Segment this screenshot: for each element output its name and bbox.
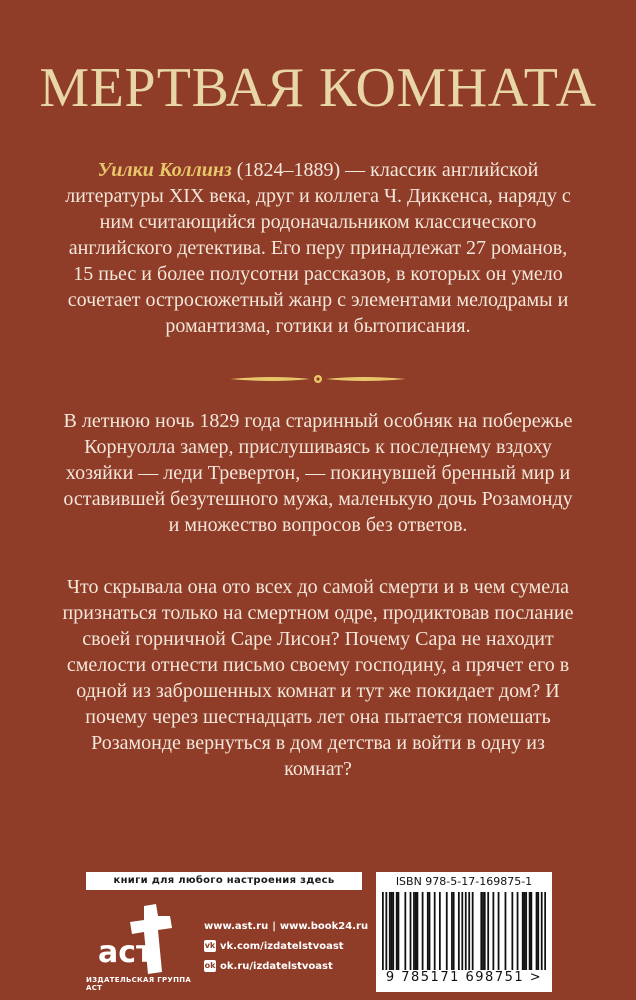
barcode-bar	[529, 892, 531, 970]
barcode-bars	[382, 892, 546, 970]
barcode-bar	[492, 892, 494, 970]
barcode-bar	[480, 892, 482, 970]
barcode-bar	[398, 892, 400, 970]
barcode-bar	[434, 892, 436, 970]
book-title: МЕРТВАЯ КОМНАТА	[39, 57, 597, 119]
barcode-bar	[487, 892, 489, 970]
publisher-links	[204, 916, 384, 976]
site-link-ast[interactable]: www.ast.ru	[204, 920, 269, 932]
barcode-bar	[410, 892, 412, 970]
publisher-footer	[86, 872, 552, 992]
barcode-bar	[413, 892, 415, 970]
barcode-bar	[446, 892, 448, 970]
synopsis-paragraph-1: В летнюю ночь 1829 года старинный особняк на побережье Корнуолла замер, прислушиваясь к последнему вздоху хозяйки — леди Тревертон, — покинувшей бренный мир и оставившей безутешного мужа, маленькую дочь Розамонду и множество вопросов без ответов.	[63, 410, 573, 536]
publisher-name: ИЗДАТЕЛЬСКАЯ ГРУППА АСТ	[86, 976, 192, 992]
barcode-bar	[396, 892, 398, 970]
barcode-bar	[465, 892, 467, 970]
barcode-bar	[541, 892, 543, 970]
vk-icon: vk	[204, 941, 216, 950]
barcode-bar	[453, 892, 455, 970]
barcode-bar	[382, 892, 384, 970]
barcode-bar	[417, 892, 419, 970]
barcode-bar	[385, 892, 387, 970]
barcode-bar	[461, 892, 463, 970]
isbn-number: ISBN 978-5-17-169875-1	[395, 875, 533, 888]
link-separator: |	[272, 920, 276, 932]
isbn-barcode-box	[376, 872, 552, 992]
barcode-bar	[389, 892, 391, 970]
tagline: книги для любого настроения здесь	[86, 872, 362, 890]
barcode-bar	[544, 892, 546, 970]
barcode-bar	[511, 892, 513, 970]
barcode-bar	[537, 892, 539, 970]
ok-icon: ok	[204, 961, 216, 970]
barcode-bar	[429, 892, 431, 970]
barcode-bar	[482, 892, 484, 970]
author-bio: (1824–1889) — классик английской литературы XIX века, друг и коллега Ч. Диккенса, наряду с ним считающийся родоначальником классического английского детектива. Его перу принадлежат 27 романов, 15 пьес и более полусотни рассказов, в которых он умело сочетает остросюжетный жанр с элементами мелодрамы и романтизма, готики и бытописания.	[65, 159, 571, 337]
barcode-bar	[392, 892, 394, 970]
author-name: Уилки Коллинз	[97, 159, 232, 181]
barcode-bar	[505, 892, 507, 970]
vk-link[interactable]: vk.com/izdatelstvoast	[220, 940, 344, 952]
barcode-bar	[439, 892, 441, 970]
barcode-bar	[484, 892, 486, 970]
barcode-bar	[530, 892, 532, 970]
ast-logo-text: aст	[98, 935, 154, 970]
barcode-bar	[415, 892, 417, 970]
barcode-bar	[404, 892, 406, 970]
barcode-bar	[522, 892, 524, 970]
ornament-divider	[228, 373, 408, 385]
site-link-book24[interactable]: www.book24.ru	[279, 920, 369, 932]
barcode-bar	[524, 892, 526, 970]
barcode-bar	[472, 892, 474, 970]
synopsis-paragraph-2: Что скрывала она ото всех до самой смерти и в чем сумела признаться только на смертном одре, продиктовав послание своей горничной Саре Лисон? Почему Сара не находит смелости отнести письмо своему господину, а прячет его в одной из заброшенных комнат и тут же покидает дом? И почему через шестнадцать лет она пытается помешать Розамонде вернуться в дом детства и войти в одну из комнат?	[62, 576, 574, 780]
barcode-bar	[391, 892, 393, 970]
ok-link[interactable]: ok.ru/izdatelstvoast	[220, 960, 333, 972]
barcode-bar	[451, 892, 453, 970]
ast-logo	[92, 902, 182, 982]
barcode-bar	[422, 892, 424, 970]
barcode-bar	[427, 892, 429, 970]
barcode-bar	[458, 892, 460, 970]
barcode-bar	[468, 892, 470, 970]
author-intro	[60, 157, 576, 339]
barcode-bar	[536, 892, 538, 970]
barcode-bar	[525, 892, 527, 970]
barcode-digits: 9 785171 698751 >	[385, 970, 543, 985]
barcode-bar	[517, 892, 519, 970]
barcode-bar	[498, 892, 500, 970]
